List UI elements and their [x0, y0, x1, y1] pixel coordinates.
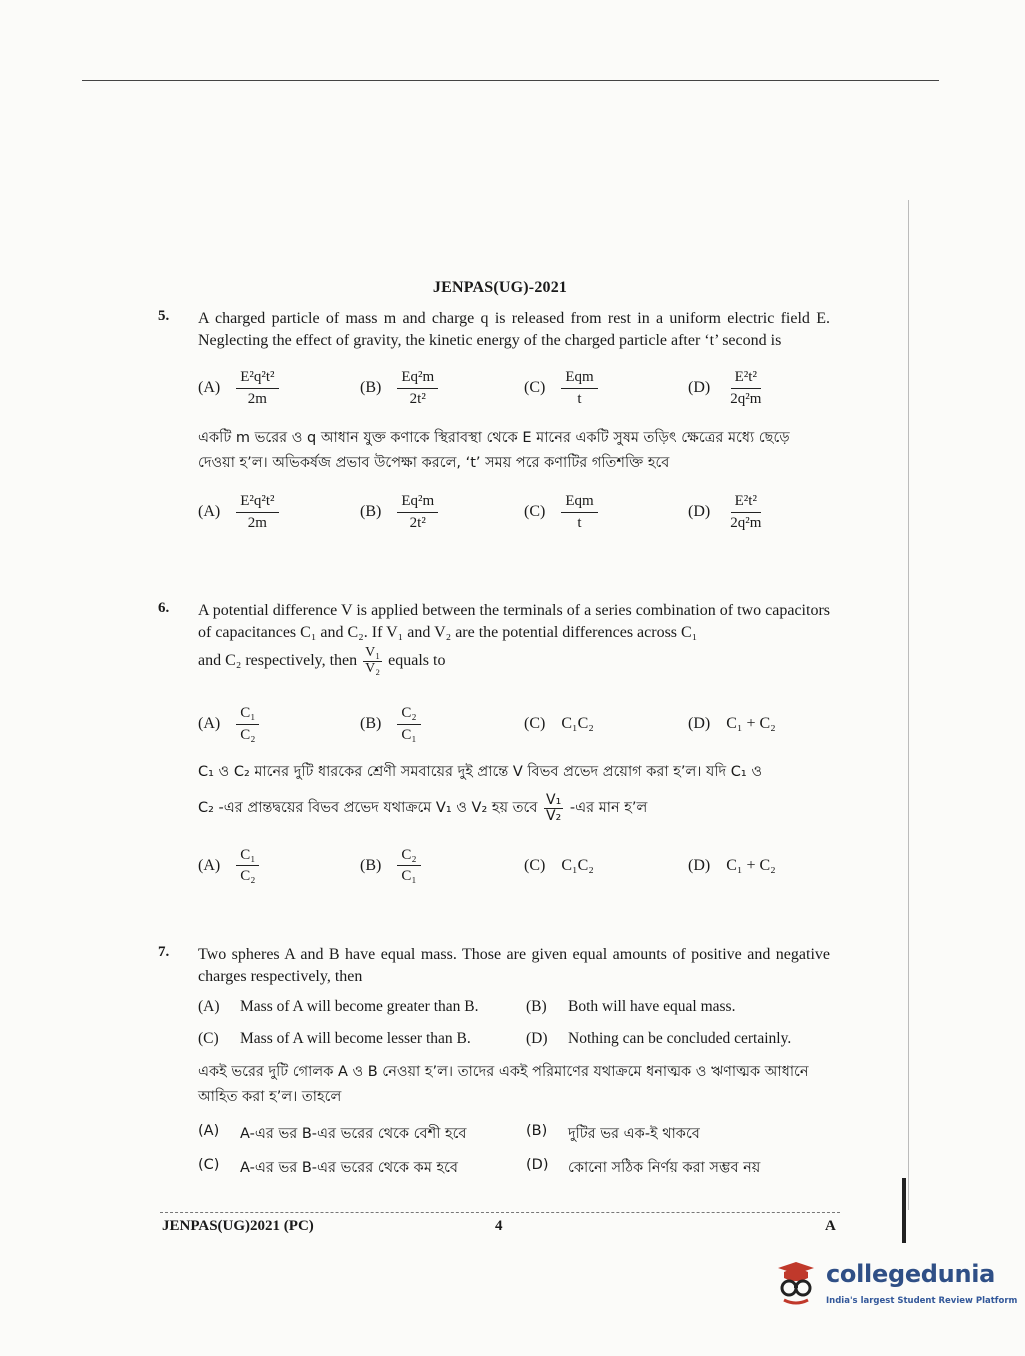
set-code: A — [825, 1218, 836, 1234]
option-fraction: $\frac{\text{Eqm}}{t}$ — [561, 493, 597, 531]
ratio-fraction: $\frac{\text{V₁}}{\text{V₂}}$ — [546, 792, 562, 825]
option-a — [198, 838, 259, 894]
option-text: C₁ + C₂ — [726, 715, 776, 733]
option-fraction: $\frac{\text{Eqm}}{t}$ — [561, 369, 597, 407]
option-label: (C) — [198, 1157, 220, 1173]
option-fraction: $\frac{\text{E²t²}}{\text{2q²m}}$ — [730, 493, 762, 531]
option-fraction: $\frac{\text{C₁}}{\text{C₂}}$ — [236, 705, 259, 743]
option-fraction: $\frac{\text{C₂}}{\text{C₁}}$ — [397, 705, 420, 743]
question-text-bn-1: C₁ ও C₂ মানের দুটি ধারকের শ্রেণী সমবায়ের দুই প্রান্তে V বিভব প্রভেদ প্রয়োগ করা হ’ল। যদি C₁ ও — [198, 764, 762, 781]
page-number: 4 — [495, 1218, 503, 1234]
option-label: (B) — [526, 998, 547, 1015]
question-text-bn: একই ভরের দুটি গোলক A ও B নেওয়া হ’ল। তাদের একই পরিমাণের যথাক্রমে ধনাত্মক ও ঋণাত্মক আধানে আহিত করা হ’ল। তাহলে — [198, 1064, 809, 1105]
option-label: (C) — [524, 856, 546, 874]
page-footer — [150, 1218, 840, 1238]
margin-rule — [908, 200, 909, 1210]
collegedunia-watermark — [770, 1256, 1018, 1316]
option-a — [198, 696, 259, 752]
question-number: 7. — [158, 944, 170, 960]
option-fraction: $\frac{\text{Eq²m}}{\text{2t²}}$ — [397, 493, 438, 531]
option-d-text: কোনো সঠিক নির্ণয় করা সম্ভব নয় — [568, 1160, 761, 1176]
option-a-text: A-এর ভর B-এর ভরের থেকে বেশী হবে — [240, 1126, 467, 1142]
option-a — [198, 360, 279, 416]
question-text-bn: একটি m ভরের ও q আধান যুক্ত কণাকে স্থিরাবস্থা থেকে E মানের একটি সুষম তড়িৎ ক্ষেত্রের মধ্যে ছেড়ে দেওয়া হ’ল। অভিকর্ষজ প্রভাব উপেক্ষা করলে, ‘t’ সময় পরে কণাটির গতিশক্তি হবে — [198, 430, 790, 471]
option-c-text: Mass of A will become lesser than B. — [240, 1030, 471, 1047]
options-en — [198, 360, 830, 416]
owl-logo-icon — [770, 1256, 822, 1308]
option-c-text: A-এর ভর B-এর ভরের থেকে কম হবে — [240, 1160, 458, 1176]
option-label: (B) — [360, 856, 382, 874]
footer-code: JENPAS(UG)2021 (PC) — [162, 1218, 314, 1234]
options-en-row-1 — [198, 994, 830, 1022]
option-label: (D) — [688, 715, 711, 733]
option-c — [524, 484, 598, 540]
option-label: (B) — [360, 379, 382, 396]
question-5 — [150, 308, 830, 540]
option-label: (A) — [198, 998, 220, 1015]
question-7 — [150, 944, 830, 1182]
options-bn-row-2 — [198, 1152, 830, 1182]
option-fraction: $\frac{\text{E²q²t²}}{2m}$ — [236, 369, 278, 407]
option-label: (D) — [688, 379, 711, 396]
options-bn — [198, 484, 830, 540]
option-label: (C) — [198, 1030, 219, 1047]
option-label: (D) — [688, 503, 711, 520]
top-rule — [82, 80, 939, 81]
question-number: 6. — [158, 600, 170, 616]
option-b — [360, 696, 421, 752]
option-fraction: $\frac{\text{C₂}}{\text{C₁}}$ — [397, 847, 420, 885]
option-b — [360, 484, 438, 540]
option-label: (D) — [526, 1157, 549, 1173]
option-c — [524, 838, 594, 894]
options-bn — [198, 838, 830, 894]
option-a — [198, 484, 279, 540]
option-b — [360, 360, 438, 416]
option-label: (A) — [198, 1123, 220, 1139]
option-fraction: $\frac{\text{C₁}}{\text{C₂}}$ — [236, 847, 259, 885]
option-label: (C) — [524, 379, 546, 396]
option-label: (C) — [524, 715, 546, 733]
option-text: C₁C₂ — [561, 856, 594, 874]
option-label: (A) — [198, 715, 221, 733]
option-a-text: Mass of A will become greater than B. — [240, 998, 479, 1015]
option-label: (D) — [688, 856, 711, 874]
option-b-text: Both will have equal mass. — [568, 998, 736, 1015]
question-number: 5. — [158, 308, 170, 324]
option-fraction: $\frac{\text{E²q²t²}}{2m}$ — [236, 493, 278, 531]
option-d — [688, 484, 765, 540]
option-label: (B) — [360, 503, 382, 520]
option-b-text: দুটির ভর এক-ই থাকবে — [568, 1126, 700, 1142]
option-label: (A) — [198, 503, 221, 520]
option-fraction: $\frac{\text{Eq²m}}{\text{2t²}}$ — [397, 369, 438, 407]
exam-title: JENPAS(UG)-2021 — [432, 279, 568, 296]
option-label: (D) — [526, 1030, 548, 1047]
options-en — [198, 696, 830, 752]
footer-rule — [160, 1212, 840, 1213]
question-6 — [150, 600, 830, 894]
option-d — [688, 838, 776, 894]
question-text-en: A charged particle of mass m and charge q is released from rest in a uniform electric field E. Neglecting the effect of gravity, the kinetic energy of the charged particle after ‘t’ second is — [198, 310, 830, 349]
question-text-en-2: and C₂ respectively, then $\frac{\text{V₁}}{\text{V₂}}$ equals to — [198, 645, 446, 676]
option-d — [688, 696, 776, 752]
option-text: C₁ + C₂ — [726, 856, 776, 874]
option-text: C₁C₂ — [561, 715, 594, 733]
option-label: (A) — [198, 379, 221, 396]
question-text-en: Two spheres A and B have equal mass. Those are given equal amounts of positive and negative charges respectively, then — [198, 946, 830, 985]
option-label: (C) — [524, 503, 546, 520]
options-en-row-2 — [198, 1026, 830, 1054]
option-label: (B) — [360, 715, 382, 733]
options-bn-row-1 — [198, 1118, 830, 1148]
option-c — [524, 360, 598, 416]
ratio-fraction: $\frac{\text{V₁}}{\text{V₂}}$ — [365, 645, 381, 676]
question-text-bn-2: C₂ -এর প্রান্তদ্বয়ের বিভব প্রভেদ যথাক্রমে V₁ ও V₂ হয় তবে $\frac{\text{V₁}}{\text{V₂}}$ -এর মান হ’ল — [198, 792, 648, 825]
brand-name: collegedunia — [826, 1260, 996, 1288]
option-b — [360, 838, 421, 894]
option-c — [524, 696, 594, 752]
brand-tagline: India's largest Student Review Platform — [826, 1296, 1018, 1306]
question-text-en-1: A potential difference V is applied between the terminals of a series combination of two capacitors of capacitances C₁ and C₂. If V₁ and V₂ are the potential differences across C₁ — [198, 602, 830, 641]
option-d-text: Nothing can be concluded certainly. — [568, 1030, 792, 1047]
option-label: (B) — [526, 1123, 548, 1139]
option-fraction: $\frac{\text{E²t²}}{\text{2q²m}}$ — [730, 369, 762, 407]
option-d — [688, 360, 765, 416]
margin-mark — [902, 1178, 906, 1243]
option-label: (A) — [198, 856, 221, 874]
